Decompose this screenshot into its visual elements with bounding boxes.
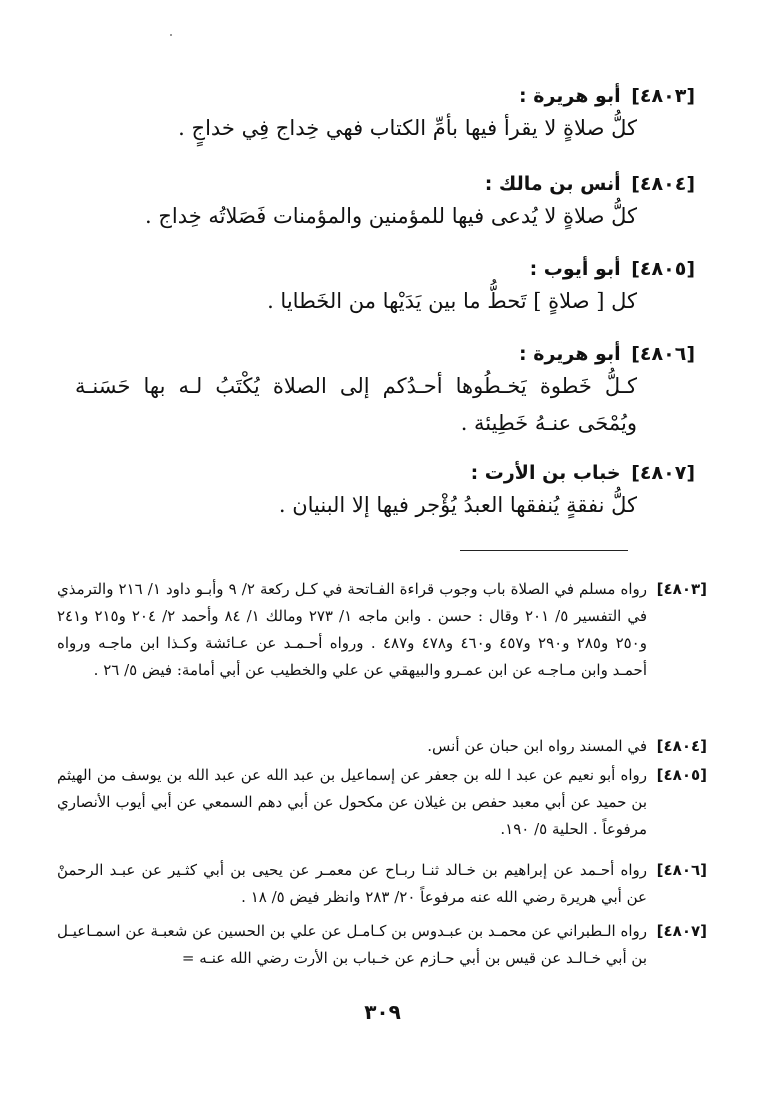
entry-heading (75, 82, 695, 110)
footnote-number: [٤٨٠٦] (656, 861, 707, 879)
entry-number: [٤٨٠٣] (631, 85, 695, 107)
entry-text: كـلُّ خَطوة يَخـطُوها أحـدُكم إلى الصلاة يُكْتَبُ لـه بها حَسَنـة ويُمْحَى عنـهُ خَطِيئة . (75, 374, 637, 435)
entry-narrator: أبو هريرة : (519, 343, 621, 365)
entry-narrator: أبو أيوب : (529, 258, 621, 280)
footnote-number: [٤٨٠٣] (656, 580, 707, 598)
entry-number: [٤٨٠٦] (631, 343, 695, 365)
hadith-entry (75, 459, 695, 524)
footnote (57, 857, 707, 911)
entry-heading (75, 340, 695, 368)
footnote (57, 733, 707, 760)
entry-heading (75, 255, 695, 283)
hadith-entry (75, 255, 695, 320)
entry-text: كل [ صلاةٍ ] تَحطُّ ما بين يَدَيْها من الخَطايا . (267, 289, 637, 313)
entry-heading (75, 170, 695, 198)
entry-heading (75, 459, 695, 487)
scan-speck (170, 34, 172, 36)
page-number: ٣٠٩ (364, 1000, 401, 1024)
footnote-text: رواه مسلم في الصلاة باب وجوب قراءة الفـاتحة في كـل ركعة ٢/ ٩ وأبـو داود ١/ ٢١٦ والترمذي في التفسير ٥/ ٢٠١ وقال : حسن . وابن ماجه ١/ ٢٧٣ ومالك ١/ ٨٤ وأحمد ٢/ ٢٠٤ و٢١٥ و٢٤١ و٢٥٠ و٢٨٥ و٢٩٠ و٤٥٧ و٤٦٠ و٤٧٨ و٤٨٧ . ورواه أحـمـد عن عـائشة وكـذا ابن ماجـه ورواه أحمـد وابن مـاجـه عن ابن عمـرو والبيهقي عن علي والخطيب عن أبي أمامة: فيض ٥/ ٢٦ . (57, 580, 648, 679)
entry-number: [٤٨٠٧] (631, 462, 695, 484)
entry-narrator: أبو هريرة : (519, 85, 621, 107)
entry-narrator: خباب بن الأرت : (470, 462, 621, 484)
footnote (57, 576, 707, 684)
entry-text: كلُّ نفقةٍ يُنفقها العبدُ يُؤْجر فيها إلا البنيان . (278, 493, 637, 517)
footnote-number: [٤٨٠٤] (656, 737, 707, 755)
footnote (57, 918, 707, 972)
footnote-text: رواه الـطبراني عن محمـد بن عبـدوس بن كـامـل عن علي بن الحسين عن شعبـة عن اسمـاعيـل بن أبي خـالـد عن قيس بن أبي حـازم عن خـباب بن الأرت رضي الله عنـه = (57, 922, 647, 967)
hadith-entry (75, 82, 695, 147)
footnote-number: [٤٨٠٥] (656, 766, 707, 784)
hadith-entry (75, 340, 695, 442)
footnote-divider (460, 550, 628, 551)
footnote-text: رواه أبو نعيم عن عبد ا لله بن جعفر عن إسماعيل بن عبد الله عن عبد الله بن يوسف من الهيثم بن حميد عن أبي معبد حفص بن غيلان عن مكحول عن أبي دهم السمعي عن أبي أيوب الأنصاري مرفوعاً . الحلية ٥/ ١٩٠. (57, 766, 647, 838)
entry-text: كلُّ صلاةٍ لا يقرأ فيها بأمِّ الكتاب فهي خِداج فِي خداجٍ . (178, 116, 637, 140)
footnote-text: رواه أحـمد عن إبراهيم بن خـالد ثنـا ربـاح عن معمـر عن يحيى بن أبي كثـير عن عبـد الرحمنْ عن أبي هريرة رضي الله عنه مرفوعاً ٢٠/ ٢٨٣ وانظر فيض ٥/ ١٨ . (57, 861, 647, 906)
entry-text: كلُّ صلاةٍ لا يُدعى فيها للمؤمنين والمؤمنات فَصَلاتُه خِداج . (145, 204, 637, 228)
entry-number: [٤٨٠٤] (631, 173, 695, 195)
hadith-entry (75, 170, 695, 235)
footnote-text: في المسند رواه ابن حبان عن أنس. (427, 737, 647, 755)
footnote (57, 762, 707, 843)
entry-narrator: أنس بن مالك : (484, 173, 621, 195)
footnote-number: [٤٨٠٧] (656, 922, 707, 940)
entry-number: [٤٨٠٥] (631, 258, 695, 280)
